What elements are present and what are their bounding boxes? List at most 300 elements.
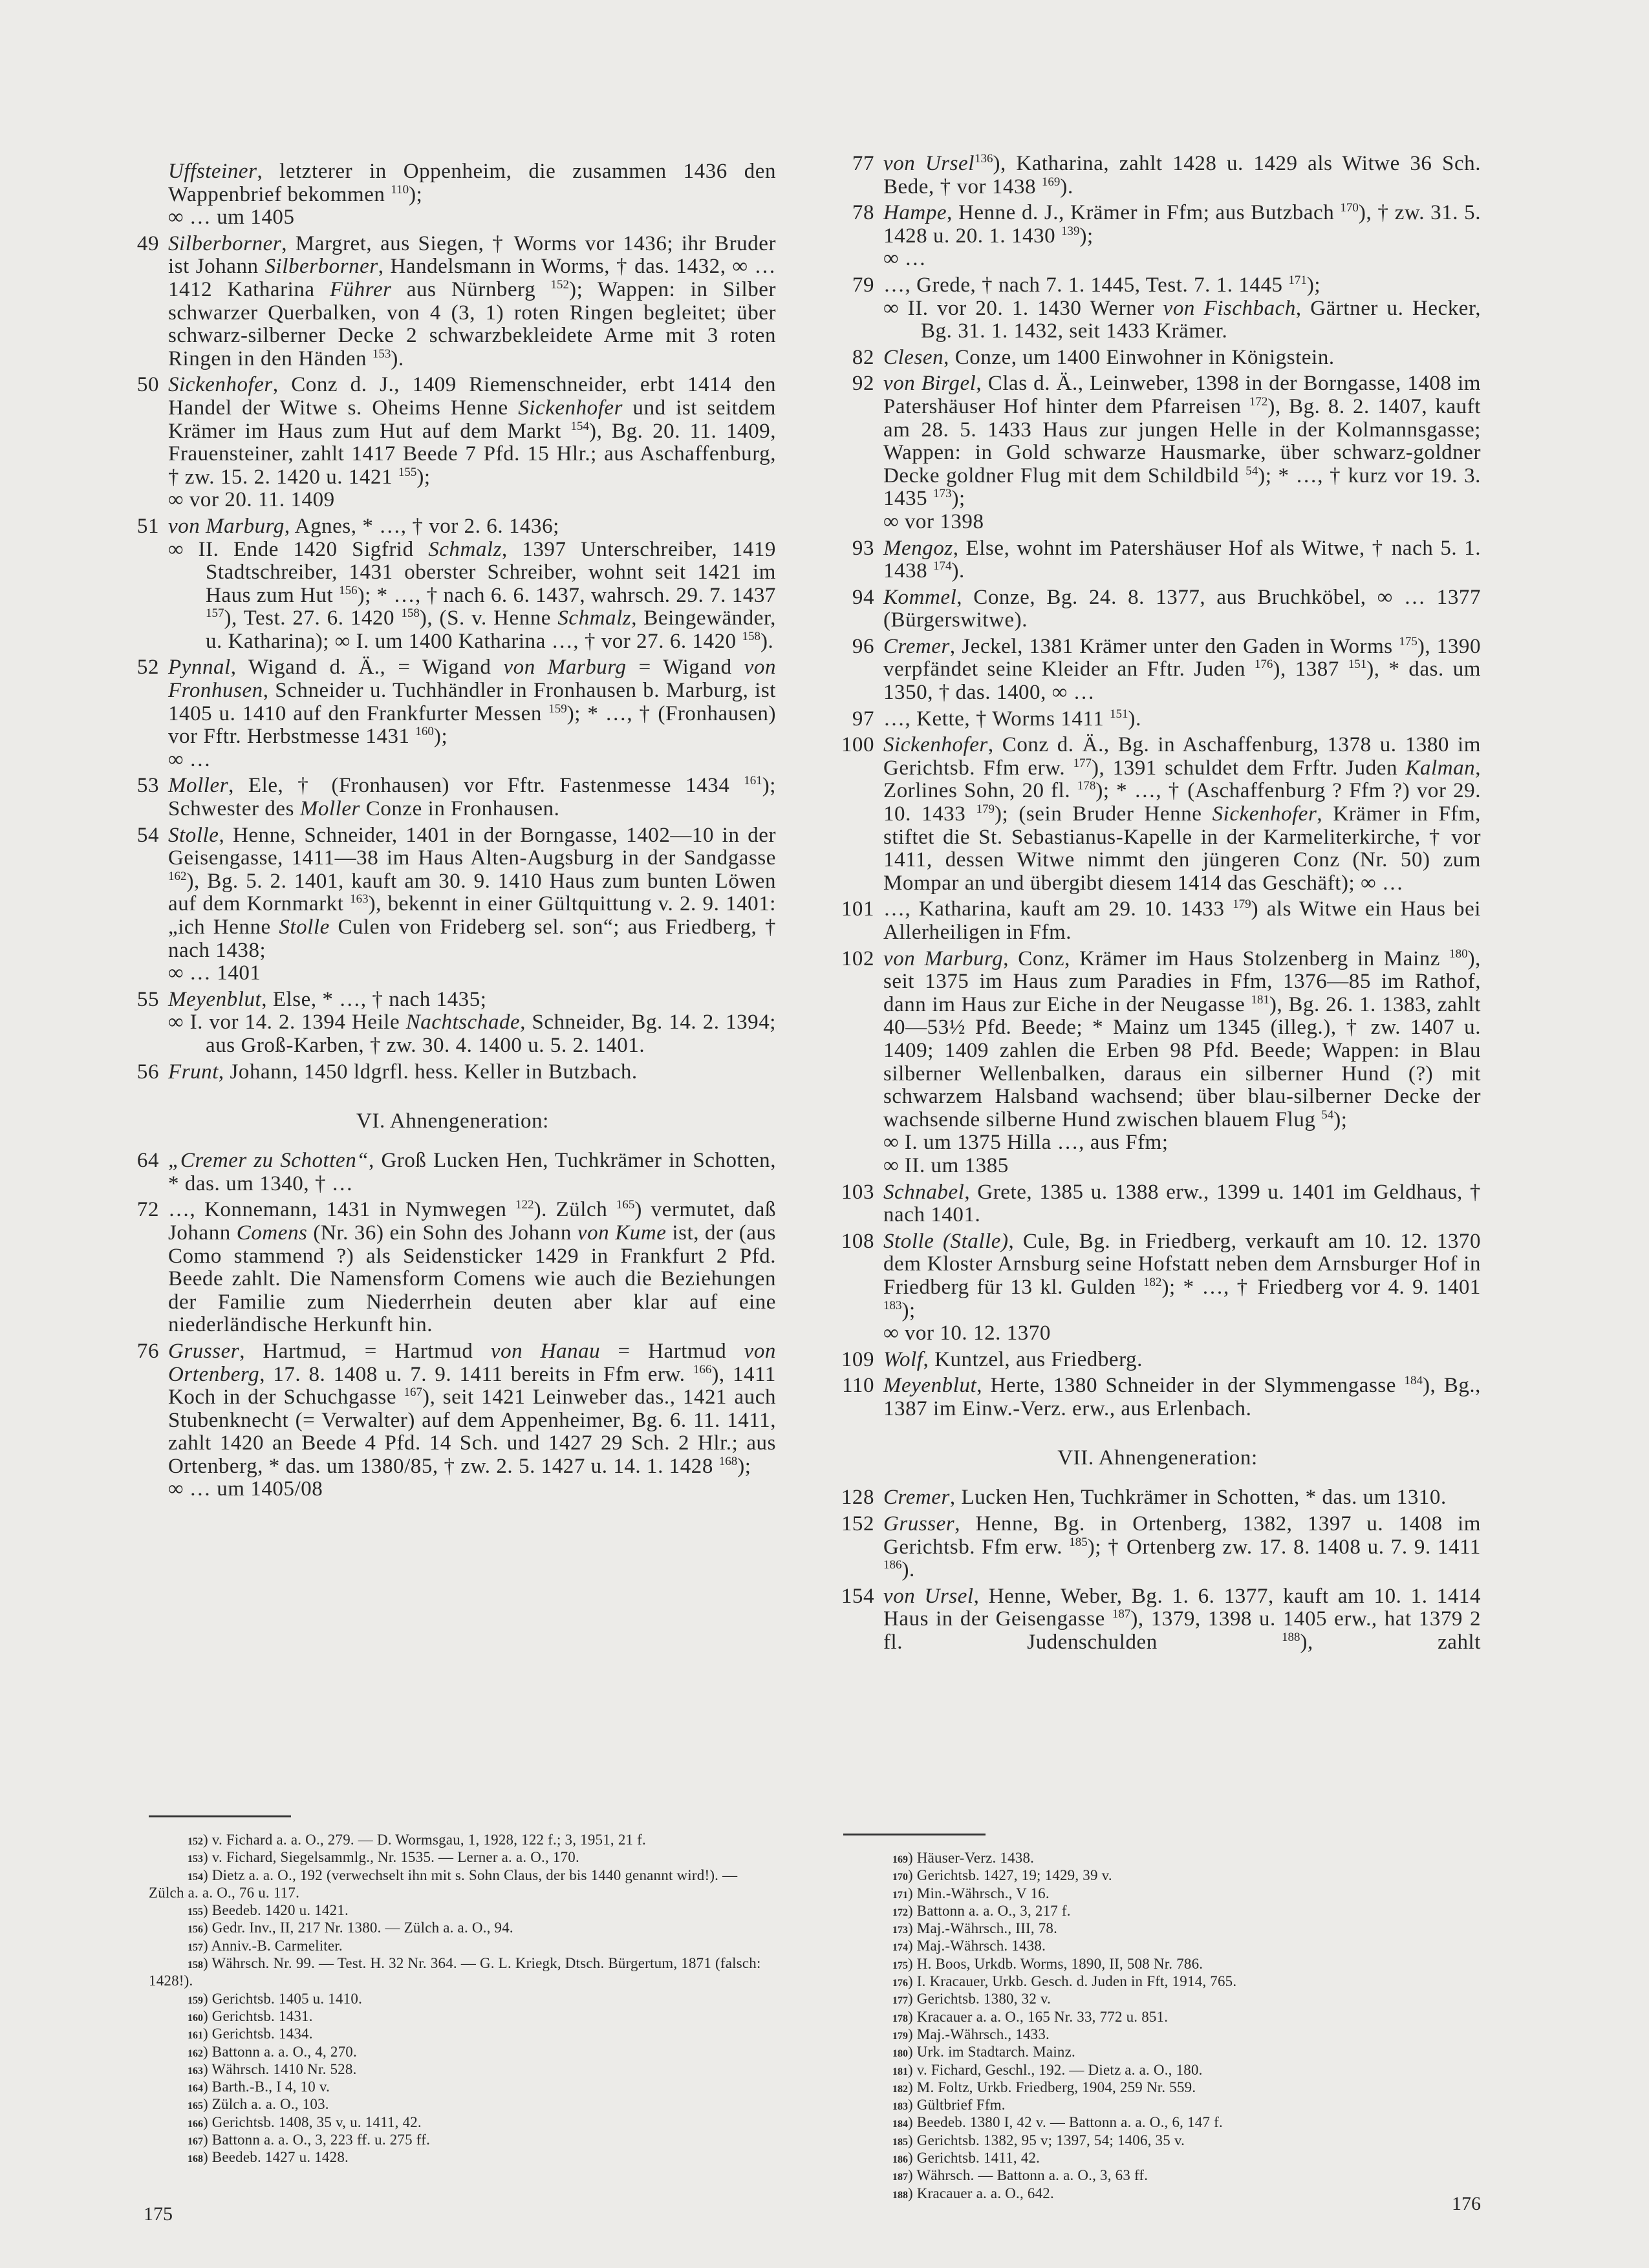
entry-body <box>168 160 776 230</box>
footnote-number: 184 <box>892 2119 908 2130</box>
footnote-text: ) Maj.-Währsch., 1433. <box>908 2026 1050 2042</box>
footnote-number: 161 <box>188 2030 203 2042</box>
surname-italic: von Marburg <box>503 656 627 679</box>
text-run: ); <box>1306 273 1321 297</box>
footnote-ref: 122 <box>515 1198 534 1212</box>
marriage-line <box>168 749 776 772</box>
text-run: ∞ vor 20. 11. 1409 <box>168 488 335 512</box>
surname-italic: von Fronhusen <box>168 656 777 703</box>
footnote-ref: 151 <box>1348 658 1367 672</box>
footnote-ref: 168 <box>718 1454 738 1468</box>
entry-body <box>883 948 1481 1178</box>
entry-body <box>883 1585 1481 1654</box>
footnote-ref: 173 <box>933 487 952 501</box>
footnote-ref: 169 <box>1041 175 1061 189</box>
entry-body <box>168 1340 776 1501</box>
footnote-text: ) H. Boos, Urkdb. Worms, 1890, II, 508 Nr. 786. <box>908 1955 1203 1972</box>
footnote-text: ) Min.-Währsch., V 16. <box>908 1885 1050 1901</box>
text-run: ). <box>760 629 774 653</box>
text-run: ); Schwester des <box>168 774 776 821</box>
footnote-ref: 172 <box>1249 394 1268 409</box>
marriage-line <box>883 297 1481 343</box>
footnote-ref: 151 <box>1110 707 1128 721</box>
footnote-text: ) Gerichtsb. 1431. <box>203 2007 313 2024</box>
surname-italic: Grusser <box>883 1512 955 1536</box>
footnote-ref: 177 <box>1073 756 1092 770</box>
footnote-ref: 183 <box>883 1298 902 1312</box>
entry-text <box>168 374 776 489</box>
ancestor-entry <box>129 1150 776 1195</box>
ancestor-entry <box>129 233 776 371</box>
footnote <box>854 2026 1474 2043</box>
entry-text <box>883 636 1481 705</box>
surname-italic: von Ursel <box>883 1584 974 1608</box>
entry-body <box>883 537 1481 583</box>
footnote-text: ) Maj.-Währsch. 1438. <box>908 1938 1046 1954</box>
entry-text <box>883 1486 1481 1510</box>
ancestor-number: 55 <box>136 987 159 1011</box>
entry-text <box>883 1585 1481 1654</box>
surname-italic: Schmalz <box>557 606 632 630</box>
footnote-ref: 136 <box>974 152 993 166</box>
footnote-number: 164 <box>188 2083 203 2095</box>
surname-italic: von Marburg <box>168 514 285 538</box>
footnote-text: ) Anniv.-B. Carmeliter. <box>203 1937 343 1954</box>
text-run: ); (sein Bruder Henne <box>994 802 1212 826</box>
text-run: , Herte, 1380 Schneider in der Slymmengasse <box>976 1374 1405 1398</box>
footnote-number: 156 <box>188 1924 203 1936</box>
footnote-number: 162 <box>188 2048 203 2059</box>
surname-italic: Meyenblut <box>883 1374 977 1398</box>
footnote-number: 165 <box>188 2101 203 2112</box>
surname-italic: Meyenblut <box>168 987 262 1011</box>
text-run: , Beingewänder, u. Katharina); ∞ I. um 1400 Katharina …, † vor 27. 6. 1420 <box>206 606 776 653</box>
footnote-text: ) Gültbrief Ffm. <box>908 2097 1006 2113</box>
surname-italic: von Kume <box>577 1221 667 1245</box>
ancestor-number: 109 <box>841 1347 874 1371</box>
text-run: ∞ … um 1405 <box>168 206 295 230</box>
footnote <box>854 1902 1474 1920</box>
entry-body <box>168 1199 776 1337</box>
footnote <box>149 2043 770 2060</box>
entry-text <box>168 824 776 963</box>
surname-italic: Stolle (Stalle) <box>883 1229 1009 1253</box>
surname-italic: Nachtschade <box>405 1011 521 1034</box>
surname-italic: Silberborner <box>264 255 378 279</box>
surname-italic: Cremer <box>883 1486 950 1510</box>
entry-text <box>883 586 1481 632</box>
text-run: , Gärtner u. Hecker, Bg. 31. 1. 1432, seit 1433 Krämer. <box>921 296 1481 343</box>
footnote-ref: 166 <box>693 1362 712 1376</box>
footnote <box>149 1901 770 1919</box>
entry-body <box>883 1230 1481 1345</box>
ancestor-entry <box>834 1230 1481 1345</box>
text-run: ), seit 1421 Leinweber das., 1421 auch Stubenknecht (= Verwalter) auf dem Appenheimer, Bg. 6. 11. 1411, zahlt 1420 an Beede 4 Pfd. 14 Sch. und 1427 29 Sch. 2 Hlr.; aus Ortenberg, * das. um 1380/85, † zw. 2. 5. 1427 u. 14. 1. 1428 <box>168 1385 776 1478</box>
ancestor-entry <box>834 708 1481 731</box>
footnote <box>149 1954 770 1990</box>
entry-body <box>883 372 1481 533</box>
text-run: ∞ II. um 1385 <box>883 1153 1009 1177</box>
left-footnote-rule <box>149 1815 291 1817</box>
text-run: ). <box>901 1558 915 1582</box>
text-run: , Groß Lucken Hen, Tuchkrämer in Schotten, * das. um 1340, † … <box>168 1149 776 1195</box>
entry-text <box>168 989 776 1012</box>
entry-body <box>883 1181 1481 1227</box>
footnote-ref: 181 <box>1251 992 1269 1007</box>
footnote-number: 175 <box>892 1960 908 1971</box>
footnote-text: ) Battonn a. a. O., 3, 217 f. <box>908 1902 1071 1919</box>
footnote-number: 159 <box>188 1995 203 2006</box>
footnote-ref: 167 <box>404 1385 423 1400</box>
footnote <box>854 1885 1474 1902</box>
ancestor-entry <box>129 374 776 512</box>
footnote-ref: 160 <box>415 725 434 739</box>
footnote-text: ) Maj.-Währsch., III, 78. <box>908 1920 1058 1937</box>
entry-text <box>883 948 1481 1132</box>
footnote-text: ) Battonn a. a. O., 3, 223 ff. u. 275 ff. <box>203 2132 431 2148</box>
surname-italic: von Ursel <box>883 152 975 175</box>
footnote-text: ) Urk. im Stadtarch. Mainz. <box>908 2044 1075 2060</box>
ancestor-entry <box>129 160 776 230</box>
entry-body <box>883 898 1481 944</box>
footnote <box>854 1849 1474 1867</box>
text-run: ); * …, † nach 6. 6. 1437, wahrsch. 29. 7. 1437 <box>357 583 776 607</box>
text-run: ), 1379, 1398 u. 1405 erw., hat 1379 2 fl. Judenschulden <box>883 1607 1481 1654</box>
footnote-number: 172 <box>892 1907 908 1918</box>
footnote <box>149 2095 770 2113</box>
footnote <box>149 2148 770 2166</box>
ancestor-number: 102 <box>841 947 874 970</box>
entry-body <box>168 989 776 1058</box>
surname-italic: Moller <box>168 774 229 798</box>
text-run: ∞ … <box>883 247 927 271</box>
ancestor-number: 51 <box>136 514 159 538</box>
text-run: , Schneider u. Tuchhändler in Fronhausen b. Marburg, ist 1405 u. 1410 auf den Frankfurter Messen <box>168 679 776 725</box>
entry-text <box>883 898 1481 944</box>
text-run: ) als Witwe ein Haus bei Allerheiligen in Ffm. <box>883 897 1481 944</box>
entry-text <box>168 160 776 206</box>
footnote <box>854 1937 1474 1954</box>
footnote <box>854 1955 1474 1973</box>
text-run: ), Bg. 26. 1. 1383, zahlt 40—53½ Pfd. Beede; * Mainz um 1345 (illeg.), † zw. 1407 u. 1409; 1409 zahlen die Erben 98 Pfd. Beede; Wappen: in Blau silberner Wellenbalken, daraus ein silberner Hund (?) mit schwarzem Halsband wachsend; über blau-silberner Decke der wachsende silberne Hund zwischen blauem Flug <box>883 992 1481 1131</box>
footnote-number: 163 <box>188 2065 203 2077</box>
footnote-text: ) v. Fichard, Geschl., 192. — Dietz a. a. O., 180. <box>908 2061 1203 2078</box>
entry-body <box>168 775 776 820</box>
surname-italic: „Cremer zu Schotten“ <box>168 1149 369 1173</box>
marriage-line <box>883 1155 1481 1178</box>
footnote <box>854 2096 1474 2113</box>
footnote-ref: 54 <box>1245 464 1258 478</box>
footnote <box>149 2078 770 2095</box>
footnote <box>854 2149 1474 2166</box>
footnote-ref: 139 <box>1061 224 1080 238</box>
marriage-line <box>168 489 776 512</box>
ancestor-number: 50 <box>136 373 159 397</box>
footnote-ref: 161 <box>744 774 762 788</box>
text-run: = Wigand <box>626 656 744 679</box>
ancestor-number: 152 <box>841 1512 874 1536</box>
footnote-text: ) Beedeb. 1420 u. 1421. <box>203 1902 349 1919</box>
surname-italic: Schnabel <box>883 1180 965 1204</box>
footnote <box>149 1919 770 1936</box>
ancestor-entry <box>129 1061 776 1084</box>
text-run: ), bekennt in einer Gültquittung v. 2. 9. 1401: „ich Henne <box>168 892 776 939</box>
text-run: ); <box>433 725 448 749</box>
marriage-line <box>883 511 1481 534</box>
text-run: , Conze, um 1400 Einwohner in Königstein. <box>943 345 1335 369</box>
text-run: ), Katharina, zahlt 1428 u. 1429 als Witwe 36 Sch. Bede, † vor 1438 <box>883 152 1482 198</box>
footnote-ref: 185 <box>1069 1535 1088 1549</box>
ancestor-number: 56 <box>136 1060 159 1084</box>
surname-italic: Stolle <box>279 915 330 939</box>
footnote-number: 179 <box>892 2030 908 2042</box>
text-run: ); * …, † (Fronhausen) vor Fftr. Herbstmesse 1431 <box>168 701 776 749</box>
text-run: ∞ vor 10. 12. 1370 <box>883 1321 1051 1345</box>
ancestor-number: 64 <box>136 1149 159 1173</box>
footnote-number: 168 <box>188 2154 203 2165</box>
footnote-ref: 179 <box>976 802 995 817</box>
text-run: ); * …, † Friedberg vor 4. 9. 1401 <box>1161 1275 1481 1299</box>
footnote-number: 174 <box>892 1942 908 1954</box>
entry-text <box>883 1349 1481 1372</box>
ancestor-entry <box>834 1349 1481 1372</box>
footnote <box>149 2131 770 2148</box>
ancestor-entry <box>834 274 1481 343</box>
entry-body <box>168 656 776 771</box>
footnote <box>854 2185 1474 2202</box>
text-run: ), Bg. 8. 2. 1407, kauft am 28. 5. 1433 Haus zur jungen Helle in der Kolmannsgasse; Wappen: in Gold schwarze Hausmarke, über schwarz-goldner Decke goldner Flug mit dem Schildbild <box>883 394 1481 487</box>
surname-italic: von Fischbach <box>1163 296 1296 320</box>
text-run: ), 1387 <box>1273 658 1348 681</box>
text-run: , Zorlines Sohn, 20 fl. <box>883 756 1481 803</box>
text-run: ∞ … um 1405/08 <box>168 1477 323 1501</box>
entry-text <box>168 515 776 539</box>
entry-text <box>883 537 1481 583</box>
text-run: , Margret, aus Siegen, † Worms vor 1436; ihr Bruder ist Johann <box>168 231 776 279</box>
entry-text <box>883 1513 1481 1582</box>
entry-body <box>883 347 1481 370</box>
entry-body <box>883 586 1481 632</box>
footnote-text: ) Währsch. — Battonn a. a. O., 3, 63 ff. <box>908 2167 1148 2184</box>
ancestor-entry <box>129 824 776 985</box>
text-run: ); <box>409 182 423 206</box>
text-run: ), Bg., 1387 im Einw.-Verz. erw., aus Erlenbach. <box>883 1374 1481 1420</box>
ancestor-number: 92 <box>852 372 874 396</box>
text-run: ), 1391 schuldet dem Frftr. Juden <box>1092 756 1406 780</box>
left-footnotes <box>149 1831 770 2166</box>
footnote-number: 173 <box>892 1925 908 1936</box>
entry-text <box>883 708 1481 731</box>
ancestor-number: 77 <box>852 152 874 175</box>
surname-italic: Führer <box>329 277 392 301</box>
footnote-number: 186 <box>892 2154 908 2166</box>
entry-text <box>883 347 1481 370</box>
ancestor-entry <box>834 537 1481 583</box>
marriage-line <box>883 1131 1481 1155</box>
ancestor-entry <box>129 656 776 771</box>
text-run: , Conz, Krämer im Haus Stolzenberg in Mainz <box>1003 947 1450 970</box>
footnote-ref: 162 <box>168 869 187 883</box>
footnote-number: 166 <box>188 2118 203 2130</box>
footnote-text: ) Gerichtsb. 1382, 95 v; 1397, 54; 1406, 35 v. <box>908 2132 1185 2148</box>
text-run: ); <box>951 487 965 511</box>
entry-text <box>168 233 776 371</box>
ancestor-number: 128 <box>841 1486 874 1510</box>
marriage-line <box>168 539 776 654</box>
footnote-ref: 154 <box>570 419 590 433</box>
ancestor-entry <box>834 347 1481 370</box>
ancestor-entry <box>834 948 1481 1178</box>
text-run: ); <box>901 1298 916 1322</box>
footnote-ref: 158 <box>401 606 420 621</box>
surname-italic: Sickenhofer <box>518 396 623 420</box>
surname-italic: von Birgel <box>883 372 976 396</box>
text-run: = Hartmud <box>600 1339 744 1363</box>
ancestor-number: 78 <box>852 201 874 225</box>
footnote-ref: 188 <box>1282 1631 1300 1645</box>
footnote-ref: 186 <box>883 1558 902 1572</box>
text-run: ); <box>737 1454 751 1478</box>
footnote-number: 155 <box>188 1907 203 1918</box>
footnote-ref: 184 <box>1404 1374 1423 1388</box>
footnote-ref: 158 <box>742 629 760 643</box>
text-run: ), 1411 Koch in der Schuchgasse <box>168 1362 776 1409</box>
surname-italic: Wolf <box>883 1347 923 1371</box>
ancestor-entry <box>834 1513 1481 1582</box>
footnote-number: 178 <box>892 2013 908 2024</box>
text-run: , Conz d. Ä., Bg. in Aschaffenburg, 1378 u. 1380 im Gerichtsb. Ffm erw. <box>883 733 1481 780</box>
ancestor-number: 76 <box>136 1339 159 1363</box>
surname-italic: Mengoz <box>883 536 953 560</box>
ancestor-entry <box>834 202 1481 271</box>
footnote-text: ) Gerichtsb. 1411, 42. <box>908 2150 1040 2166</box>
entry-body <box>883 1349 1481 1372</box>
text-run: , Schneider, Bg. 14. 2. 1394; aus Groß-Karben, † zw. 30. 4. 1400 u. 5. 2. 1401. <box>206 1011 776 1057</box>
surname-italic: Silberborner <box>168 231 282 255</box>
marriage-line <box>168 1478 776 1501</box>
footnote-text: ) Währsch. 1410 Nr. 528. <box>203 2060 357 2077</box>
footnote <box>854 2113 1474 2131</box>
marriage-line <box>168 962 776 985</box>
entry-text <box>168 1340 776 1479</box>
entry-text <box>168 1199 776 1337</box>
entry-text <box>168 1061 776 1084</box>
text-run: und ist seitdem Krämer im Haus zum Hut auf dem Markt <box>168 396 776 443</box>
footnote-text: ) Gerichtsb. 1380, 32 v. <box>908 1991 1051 2007</box>
footnote-text: ) Gedr. Inv., II, 217 Nr. 1380. — Zülch a. a. O., 94. <box>203 1920 513 1936</box>
text-run: , Else, wohnt im Patershäuser Hof als Witwe, † nach 5. 1. 1438 <box>883 536 1481 583</box>
footnote-number: 170 <box>892 1872 908 1883</box>
ancestor-number: 96 <box>852 634 874 658</box>
footnote <box>149 2113 770 2131</box>
footnote-number: 181 <box>892 2066 908 2077</box>
ancestor-entry <box>129 1199 776 1337</box>
text-run: ∞ I. um 1375 Hilla …, aus Ffm; <box>883 1131 1169 1155</box>
surname-italic: Kommel <box>883 585 957 609</box>
surname-italic: Hampe <box>883 201 947 225</box>
footnote-number: 171 <box>892 1889 908 1901</box>
entry-body <box>168 1150 776 1195</box>
text-run: ∞ … 1401 <box>168 961 261 985</box>
footnote-number: 153 <box>188 1854 203 1865</box>
footnote <box>854 2043 1474 2060</box>
entry-text <box>168 1150 776 1195</box>
footnote-text: ) Kracauer a. a. O., 642. <box>908 2185 1054 2201</box>
entry-text <box>883 734 1481 895</box>
text-run: ), Bg. 20. 11. 1409, Frauensteiner, zahlt 1417 Beede 7 Pfd. 15 Hlr.; aus Aschaffenburg, † zw. 15. 2. 1420 u. 1421 <box>168 419 776 489</box>
footnote-ref: 174 <box>933 559 952 573</box>
text-run: , Wigand d. Ä., = Wigand <box>230 656 504 679</box>
entry-text <box>883 372 1481 511</box>
footnote <box>854 2061 1474 2079</box>
entry-text <box>883 202 1481 248</box>
entry-body <box>883 153 1481 198</box>
footnote <box>854 1867 1474 1884</box>
surname-italic: Sickenhofer <box>168 373 273 397</box>
footnote-ref: 170 <box>1340 201 1359 215</box>
surname-italic: Moller <box>299 797 360 821</box>
ancestor-number: 52 <box>136 656 159 679</box>
footnote-text: ) Gerichtsb. 1405 u. 1410. <box>203 1990 363 2007</box>
text-run: ), (S. v. Henne <box>419 606 558 630</box>
text-run: Conze in Fronhausen. <box>360 797 560 821</box>
text-run: …, Kette, † Worms 1411 <box>883 707 1110 731</box>
marriage-line <box>168 206 776 230</box>
footnote <box>854 2132 1474 2149</box>
surname-italic: Sickenhofer <box>1212 802 1317 826</box>
ancestor-entry <box>834 636 1481 705</box>
footnote-ref: 159 <box>548 701 567 716</box>
footnote <box>854 2008 1474 2026</box>
text-run: , Conz d. J., 1409 Riemenschneider, erbt 1414 den Handel der Witwe s. Oheims Henne <box>168 373 776 420</box>
marriage-line <box>168 1011 776 1057</box>
text-run: Culen von Frideberg sel. son“; aus Friedberg, † nach 1438; <box>168 915 776 962</box>
surname-italic: von Marburg <box>883 947 1004 970</box>
text-run: ). <box>1060 175 1073 198</box>
text-run: ). <box>1128 707 1141 731</box>
footnote <box>854 1990 1474 2007</box>
text-run: , Henne d. J., Krämer in Ffm; aus Butzbach <box>947 201 1341 225</box>
ancestor-entry <box>834 153 1481 198</box>
ancestor-number: 97 <box>852 707 874 731</box>
footnote-number: 158 <box>188 1960 203 1971</box>
entry-text <box>168 656 776 748</box>
text-run: , Else, * …, † nach 1435; <box>261 987 487 1011</box>
ancestor-entry <box>834 586 1481 632</box>
entry-text <box>883 274 1481 297</box>
text-run: ); <box>1079 224 1094 248</box>
ancestor-entry <box>834 1375 1481 1420</box>
text-run: ∞ … <box>168 747 211 771</box>
text-run: , Henne, Schneider, 1401 in der Borngasse, 1402—10 in der Geisengasse, 1411—38 im Haus Alten-Augsburg in der Sandgasse <box>168 823 776 870</box>
footnote <box>854 2079 1474 2096</box>
footnote-text: ) v. Fichard, Siegelsammlg., Nr. 1535. — Lerner a. a. O., 170. <box>203 1849 579 1866</box>
footnote-ref: 171 <box>1288 273 1307 287</box>
right-page-main-text <box>834 153 1481 1658</box>
footnote-text: ) Barth.-B., I 4, 10 v. <box>203 2079 330 2095</box>
footnote-text: ) M. Foltz, Urkb. Friedberg, 1904, 259 Nr. 559. <box>908 2079 1196 2095</box>
footnote-number: 187 <box>892 2172 908 2183</box>
text-run: , Henne, Bg. in Ortenberg, 1382, 1397 u. 1408 im Gerichtsb. Ffm erw. <box>883 1512 1481 1559</box>
surname-italic: von Hanau <box>490 1339 601 1363</box>
footnote-number: 176 <box>892 1978 908 1989</box>
footnote-text: ) Währsch. Nr. 99. — Test. H. 32 Nr. 364. — G. L. Kriegk, Dtsch. Bürgertum, 1871 (falsch: 1428!). <box>149 1955 761 1989</box>
ancestor-number: 53 <box>136 774 159 798</box>
ancestor-entry <box>129 989 776 1058</box>
right-page-number: 176 <box>1452 2193 1481 2214</box>
footnote-text: ) Häuser-Verz. 1438. <box>908 1850 1035 1866</box>
text-run: ), Test. 27. 6. 1420 <box>224 606 402 630</box>
